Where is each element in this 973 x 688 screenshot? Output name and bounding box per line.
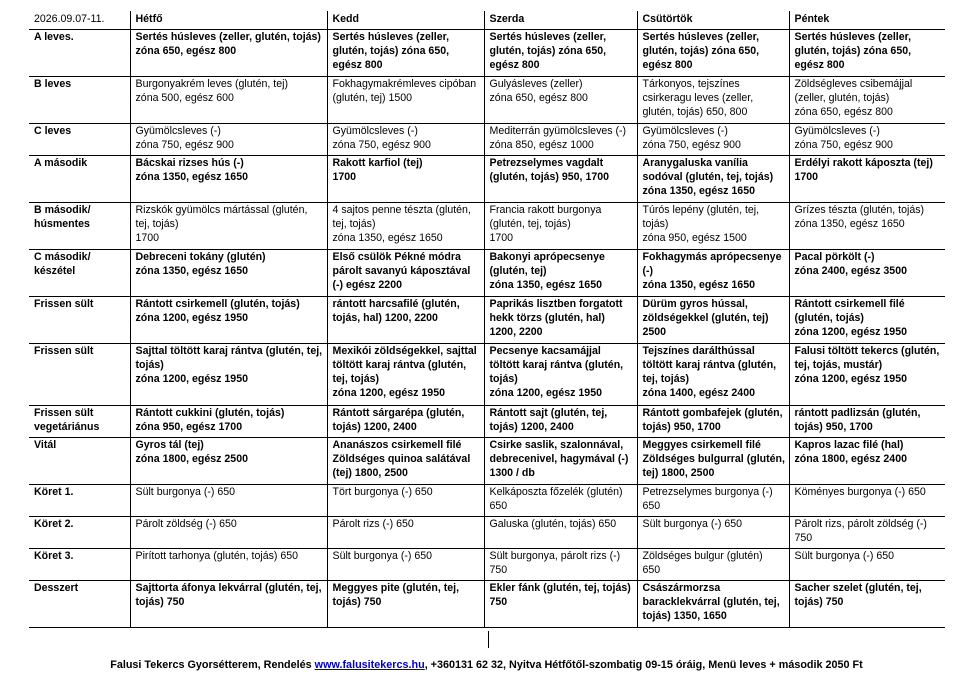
row-label: C második/ készétel (29, 250, 130, 297)
website-link[interactable]: www.falusitekercs.hu (314, 659, 425, 671)
menu-cell: Párolt rizs (-) 650 (327, 517, 484, 549)
menu-cell: Falusi töltött tekercs (glutén, tej, tojás, mustár) zóna 1200, egész 1950 (789, 344, 945, 406)
menu-cell: Tört burgonya (-) 650 (327, 485, 484, 517)
menu-cell: Erdélyi rakott káposzta (tej) 1700 (789, 156, 945, 203)
menu-cell: Sertés húsleves (zeller, glutén, tojás) zóna 650, egész 800 (327, 30, 484, 77)
row-label: A leves. (29, 30, 130, 77)
row-label: Köret 3. (29, 549, 130, 581)
menu-cell: Meggyes pite (glutén, tej, tojás) 750 (327, 581, 484, 628)
menu-cell: Túrós lepény (glutén, tej, tojás) zóna 950, egész 1500 (637, 203, 789, 250)
menu-cell: Bácskai rizses hús (-) zóna 1350, egész 1650 (130, 156, 327, 203)
row-label: A második (29, 156, 130, 203)
menu-cell: Rizskók gyümölcs mártással (glutén, tej, tojás) 1700 (130, 203, 327, 250)
menu-cell: Rántott csirkemell (glutén, tojás) zóna 1200, egész 1950 (130, 297, 327, 344)
menu-cell: Csirke saslik, szalonnával, debrecenivel, hagymával (-) 1300 / db (484, 438, 637, 485)
menu-row-desszert (29, 581, 945, 628)
footer-text-end: , +360131 62 32, Nyitva Hétfőtől-szombatig 09-15 óráig, Menü leves + második 2050 Ft (424, 659, 863, 671)
menu-cell: Grízes tészta (glutén, tojás) zóna 1350, egész 1650 (789, 203, 945, 250)
menu-cell: Tejszínes darálthússal töltött karaj rántva (glutén, tej, tojás) zóna 1400, egész 2400 (637, 344, 789, 406)
menu-cell: Kapros lazac filé (hal) zóna 1800, egész 2400 (789, 438, 945, 485)
menu-cell: Pecsenye kacsamájjal töltött karaj rántva (glutén, tojás) zóna 1200, egész 1950 (484, 344, 637, 406)
menu-cell: Köményes burgonya (-) 650 (789, 485, 945, 517)
menu-cell: Gyümölcsleves (-) zóna 750, egész 900 (130, 124, 327, 156)
menu-row-c-leves (29, 124, 945, 156)
menu-cell: Rántott cukkini (glutén, tojás) zóna 950, egész 1700 (130, 406, 327, 438)
menu-cell: Ananászos csirkemell filé Zöldséges quinoa salátával (tej) 1800, 2500 (327, 438, 484, 485)
menu-row-vegetarianus (29, 406, 945, 438)
menu-cell: Sült burgonya, párolt rizs (-) 750 (484, 549, 637, 581)
day-header-friday: Péntek (789, 11, 945, 30)
menu-cell: Mediterrán gyümölcsleves (-) zóna 850, egész 1000 (484, 124, 637, 156)
menu-cell: rántott padlizsán (glutén, tojás) 950, 1700 (789, 406, 945, 438)
menu-cell: rántott harcsafilé (glutén, tojás, hal) 1200, 2200 (327, 297, 484, 344)
header-row (29, 11, 945, 30)
row-label: Frissen sült (29, 297, 130, 344)
menu-cell: Gyümölcsleves (-) zóna 750, egész 900 (789, 124, 945, 156)
menu-cell: Mexikói zöldségekkel, sajttal töltött karaj rántva (glutén, tej, tojás) zóna 1200, egész 1950 (327, 344, 484, 406)
menu-cell: Burgonyakrém leves (glutén, tej) zóna 500, egész 600 (130, 77, 327, 124)
menu-cell: Bakonyi aprópecsenye (glutén, tej) zóna 1350, egész 1650 (484, 250, 637, 297)
menu-cell: Sült burgonya (-) 650 (789, 549, 945, 581)
menu-cell: Rántott csirkemell filé (glutén, tojás) zóna 1200, egész 1950 (789, 297, 945, 344)
menu-cell: Debreceni tokány (glutén) zóna 1350, egész 1650 (130, 250, 327, 297)
day-header-thursday: Csütörtök (637, 11, 789, 30)
menu-cell: Sült burgonya (-) 650 (327, 549, 484, 581)
row-label: B második/ húsmentes (29, 203, 130, 250)
menu-cell: Pirított tarhonya (glutén, tojás) 650 (130, 549, 327, 581)
menu-cell: Aranygaluska vanília sodóval (glutén, tej, tojás) zóna 1350, egész 1650 (637, 156, 789, 203)
menu-cell: Sajttorta áfonya lekvárral (glutén, tej, tojás) 750 (130, 581, 327, 628)
menu-cell: Gyümölcsleves (-) zóna 750, egész 900 (327, 124, 484, 156)
menu-cell: Zöldséges bulgur (glutén) 650 (637, 549, 789, 581)
menu-cell: Paprikás lisztben forgatott hekk törzs (glutén, hal) 1200, 2200 (484, 297, 637, 344)
menu-cell: Sertés húsleves (zeller, glutén, tojás) zóna 650, egész 800 (130, 30, 327, 77)
menu-cell: Sült burgonya (-) 650 (637, 517, 789, 549)
row-label: Frissen sült vegetáriánus (29, 406, 130, 438)
menu-cell: Dürüm gyros hússal, zöldségekkel (glutén, tej) 2500 (637, 297, 789, 344)
menu-row-b-leves (29, 77, 945, 124)
menu-cell: Sajttal töltött karaj rántva (glutén, tej, tojás) zóna 1200, egész 1950 (130, 344, 327, 406)
day-header-wednesday: Szerda (484, 11, 637, 30)
menu-cell: Sült burgonya (-) 650 (130, 485, 327, 517)
menu-cell: Galuska (glutén, tojás) 650 (484, 517, 637, 549)
menu-row-c-masodik (29, 250, 945, 297)
menu-cell: Párolt zöldség (-) 650 (130, 517, 327, 549)
menu-cell: Ekler fánk (glutén, tej, tojás) 750 (484, 581, 637, 628)
menu-cell: Sertés húsleves (zeller, glutén, tojás) zóna 650, egész 800 (484, 30, 637, 77)
menu-cell: Sertés húsleves (zeller, glutén, tojás) zóna 650, egész 800 (637, 30, 789, 77)
menu-cell: Meggyes csirkemell filé Zöldséges bulgurral (glutén, tej) 1800, 2500 (637, 438, 789, 485)
menu-row-koret-2 (29, 517, 945, 549)
row-label: Vitál (29, 438, 130, 485)
row-label: Köret 2. (29, 517, 130, 549)
divider-line (488, 631, 489, 648)
menu-cell: 4 sajtos penne tészta (glutén, tej, tojás) zóna 1350, egész 1650 (327, 203, 484, 250)
menu-row-koret-1 (29, 485, 945, 517)
menu-cell: Rántott sajt (glutén, tej, tojás) 1200, 2400 (484, 406, 637, 438)
menu-row-frissen-sult-2 (29, 344, 945, 406)
footer-text-start: Falusi Tekercs Gyorsétterem, Rendelés (110, 659, 315, 671)
weekly-menu-table (29, 11, 945, 628)
menu-cell: Fokhagymakrémleves cipóban (glutén, tej) 1500 (327, 77, 484, 124)
menu-row-frissen-sult-1 (29, 297, 945, 344)
date-range: 2026.09.07-11. (29, 11, 130, 30)
day-header-monday: Hétfő (130, 11, 327, 30)
row-label: B leves (29, 77, 130, 124)
row-label: Köret 1. (29, 485, 130, 517)
menu-cell: Rántott sárgarépa (glutén, tojás) 1200, 2400 (327, 406, 484, 438)
menu-cell: Kelkáposzta főzelék (glutén) 650 (484, 485, 637, 517)
row-label: C leves (29, 124, 130, 156)
menu-row-b-masodik (29, 203, 945, 250)
menu-cell: Párolt rizs, párolt zöldség (-) 750 (789, 517, 945, 549)
menu-row-vital (29, 438, 945, 485)
menu-cell: Pacal pörkölt (-) zóna 2400, egész 3500 (789, 250, 945, 297)
menu-cell: Fokhagymás aprópecsenye (-) zóna 1350, egész 1650 (637, 250, 789, 297)
menu-cell: Rakott karfiol (tej) 1700 (327, 156, 484, 203)
menu-cell: Zöldségleves csibemájjal (zeller, glutén, tojás) zóna 650, egész 800 (789, 77, 945, 124)
menu-cell: Császármorzsa baracklekvárral (glutén, tej, tojás) 1350, 1650 (637, 581, 789, 628)
menu-cell: Gulyásleves (zeller) zóna 650, egész 800 (484, 77, 637, 124)
menu-cell: Rántott gombafejek (glutén, tojás) 950, 1700 (637, 406, 789, 438)
menu-row-a-leves (29, 30, 945, 77)
menu-cell: Sertés húsleves (zeller, glutén, tojás) zóna 650, egész 800 (789, 30, 945, 77)
day-header-tuesday: Kedd (327, 11, 484, 30)
row-label: Desszert (29, 581, 130, 628)
menu-cell: Francia rakott burgonya (glutén, tej, tojás) 1700 (484, 203, 637, 250)
menu-cell: Petrezselymes vagdalt (glutén, tojás) 950, 1700 (484, 156, 637, 203)
menu-cell: Gyümölcsleves (-) zóna 750, egész 900 (637, 124, 789, 156)
menu-cell: Gyros tál (tej) zóna 1800, egész 2500 (130, 438, 327, 485)
menu-row-koret-3 (29, 549, 945, 581)
menu-row-a-masodik (29, 156, 945, 203)
menu-cell: Tárkonyos, tejszínes csirkeragu leves (zeller, glutén, tojás) 650, 800 (637, 77, 789, 124)
menu-cell: Petrezselymes burgonya (-) 650 (637, 485, 789, 517)
row-label: Frissen sült (29, 344, 130, 406)
footer (0, 659, 973, 671)
menu-cell: Sacher szelet (glutén, tej, tojás) 750 (789, 581, 945, 628)
menu-cell: Első csülök Pékné módra párolt savanyú káposztával (-) egész 2200 (327, 250, 484, 297)
